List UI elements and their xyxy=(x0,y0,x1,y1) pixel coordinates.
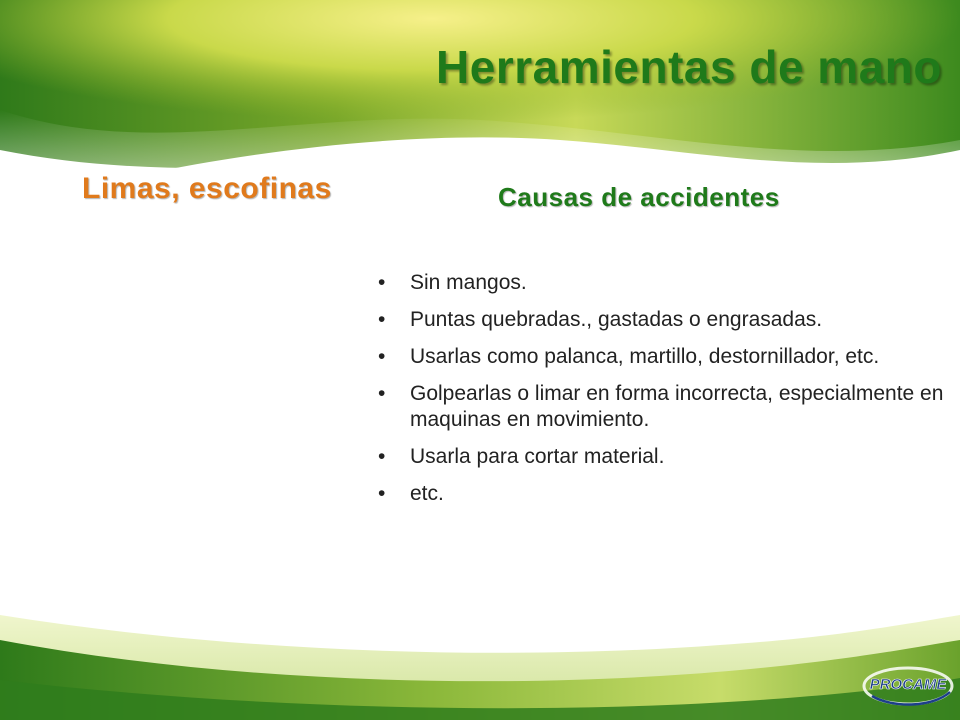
slide-title: Herramientas de mano xyxy=(436,41,942,93)
logo-wordmark: PROCAME xyxy=(869,676,947,693)
right-heading: Causas de accidentes xyxy=(498,182,780,212)
list-item-text: Sin mangos. xyxy=(410,271,527,294)
list-item xyxy=(376,381,946,433)
list-item-text: etc. xyxy=(410,482,444,505)
list-item xyxy=(376,481,946,507)
list-item-text: Usarla para cortar material. xyxy=(410,445,665,468)
bullet-icon: • xyxy=(378,308,386,331)
list-item xyxy=(376,344,946,370)
list-item xyxy=(376,270,946,296)
list-item xyxy=(376,444,946,470)
list-item-text: Golpearlas o limar en forma incorrecta, especialmente en maquinas en movimiento. xyxy=(410,382,944,431)
bullet-icon: • xyxy=(378,345,386,368)
bullet-icon: • xyxy=(378,382,386,405)
left-heading: Limas, escofinas xyxy=(82,172,332,205)
bullet-icon: • xyxy=(378,445,386,468)
procame-logo xyxy=(862,656,954,716)
list-item xyxy=(376,307,946,333)
bullet-list xyxy=(376,270,946,518)
list-item-text: Usarlas como palanca, martillo, destornillador, etc. xyxy=(410,345,880,368)
bottom-background-graphic xyxy=(0,560,960,720)
list-item-text: Puntas quebradas., gastadas o engrasadas. xyxy=(410,308,823,331)
bullet-icon: • xyxy=(378,271,386,294)
top-background-graphic xyxy=(0,0,960,260)
bullet-icon: • xyxy=(378,482,386,505)
